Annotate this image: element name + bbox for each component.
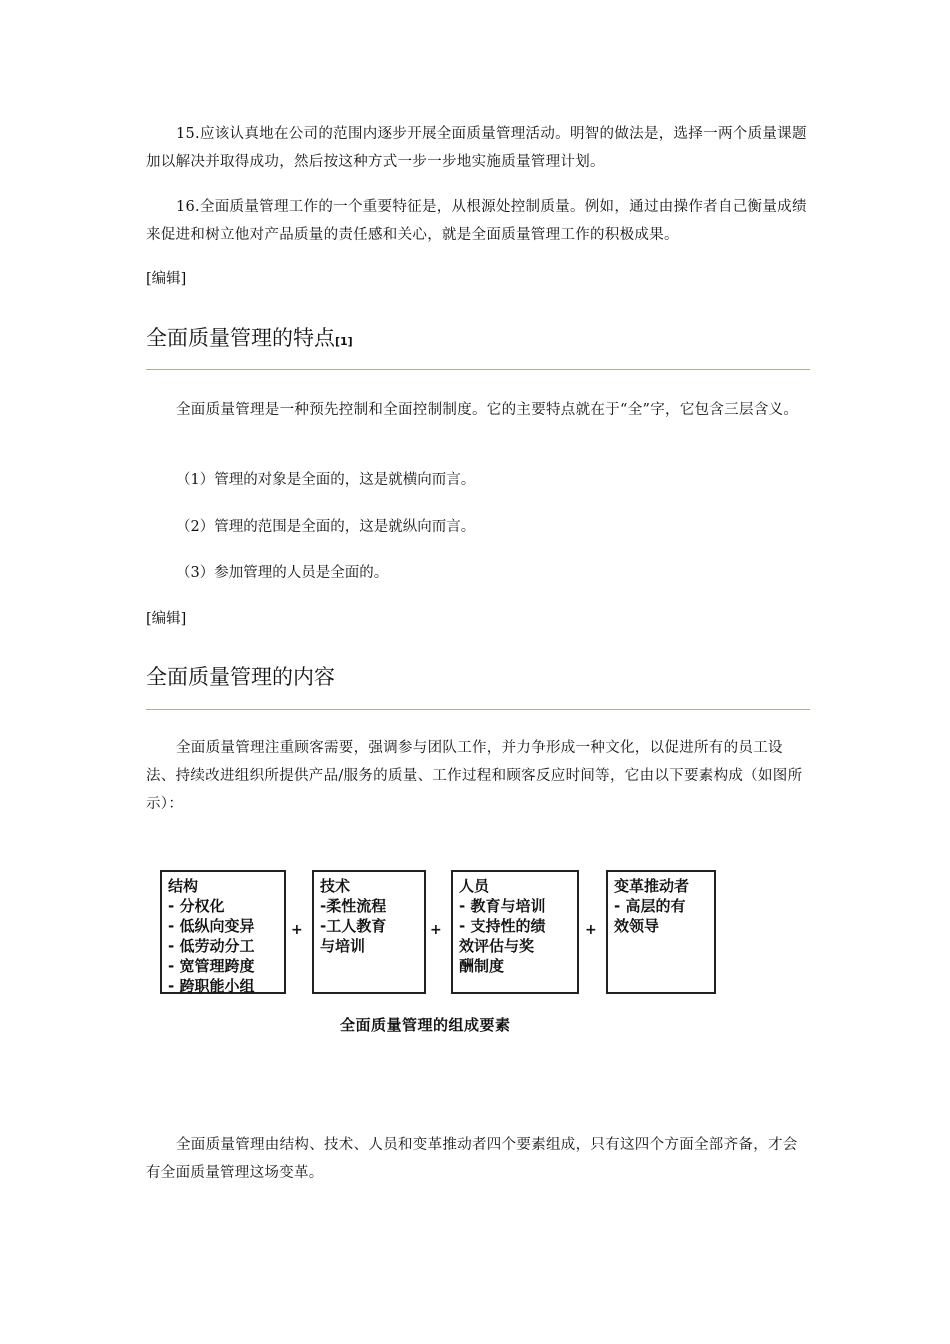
box-line: - 支持性的绩 (459, 917, 546, 935)
heading-text: 全面质量管理的特点 (146, 326, 335, 350)
box-title: 技术 (320, 877, 351, 895)
list-item: （2）管理的范围是全面的，这是就纵向而言。 (176, 519, 476, 535)
box-title: 结构 (168, 877, 199, 895)
figure-caption: 全面质量管理的组成要素 (340, 1016, 511, 1034)
box-line: - 低纵向变异 (168, 917, 255, 935)
section-heading-content: 全面质量管理的内容 (146, 665, 335, 689)
list-item: （1）管理的对象是全面的，这是就横向而言。 (176, 472, 476, 488)
element-box-change-agents (606, 870, 716, 994)
box-line: 酬制度 (459, 957, 505, 975)
box-line: - 教育与培训 (459, 897, 546, 915)
edit-link[interactable]: [编辑] (146, 271, 187, 287)
paragraph-content-intro: 全面质量管理注重顾客需要，强调参与团队工作，并力争形成一种文化，以促进所有的员工设法、持续改进组织所提供产品/服务的质量、工作过程和顾客反应时间等，它由以下要素构成（如图所示）： (146, 740, 803, 812)
box-line: 效领导 (614, 917, 660, 935)
element-box-technology (312, 870, 426, 994)
box-title: 人员 (459, 877, 490, 895)
box-line: -工人教育 (320, 917, 387, 935)
plus-sign: + (430, 922, 442, 938)
tqm-elements-figure (158, 866, 728, 1046)
paragraph-15: 15.应该认真地在公司的范围内逐步开展全面质量管理活动。明智的做法是，选择一两个质量课题加以解决并取得成功，然后按这种方式一步一步地实施质量管理计划。 (146, 126, 807, 170)
section-heading-features (146, 323, 353, 357)
box-title: 变革推动者 (614, 877, 690, 895)
paragraph-16: 16.全面质量管理工作的一个重要特征是，从根源处控制质量。例如，通过由操作者自己衡量成绩来促进和树立他对产品质量的责任感和关心，就是全面质量管理工作的积极成果。 (146, 199, 807, 243)
box-line: - 分权化 (168, 897, 225, 915)
box-line: 效评估与奖 (459, 937, 535, 955)
box-line: - 跨职能小组 (168, 977, 255, 995)
box-line: - 高层的有 (614, 897, 686, 915)
edit-link[interactable]: [编辑] (146, 611, 187, 627)
element-box-people (451, 870, 579, 994)
reference-link[interactable]: [1] (335, 335, 353, 348)
list-item: （3）参加管理的人员是全面的。 (176, 565, 389, 581)
plus-sign: + (291, 922, 303, 938)
box-line: 与培训 (320, 937, 366, 955)
heading-divider (146, 369, 810, 370)
box-line: -柔性流程 (320, 897, 387, 915)
element-box-structure (160, 870, 286, 994)
box-line: - 宽管理跨度 (168, 957, 255, 975)
heading-divider (146, 709, 810, 710)
plus-sign: + (585, 922, 597, 938)
box-line: - 低劳动分工 (168, 937, 255, 955)
paragraph-features-intro: 全面质量管理是一种预先控制和全面控制制度。它的主要特点就在于“全”字，它包含三层含义。 (176, 402, 799, 418)
paragraph-closing: 全面质量管理由结构、技术、人员和变革推动者四个要素组成，只有这四个方面全部齐备，才会有全面质量管理这场变革。 (146, 1137, 798, 1181)
